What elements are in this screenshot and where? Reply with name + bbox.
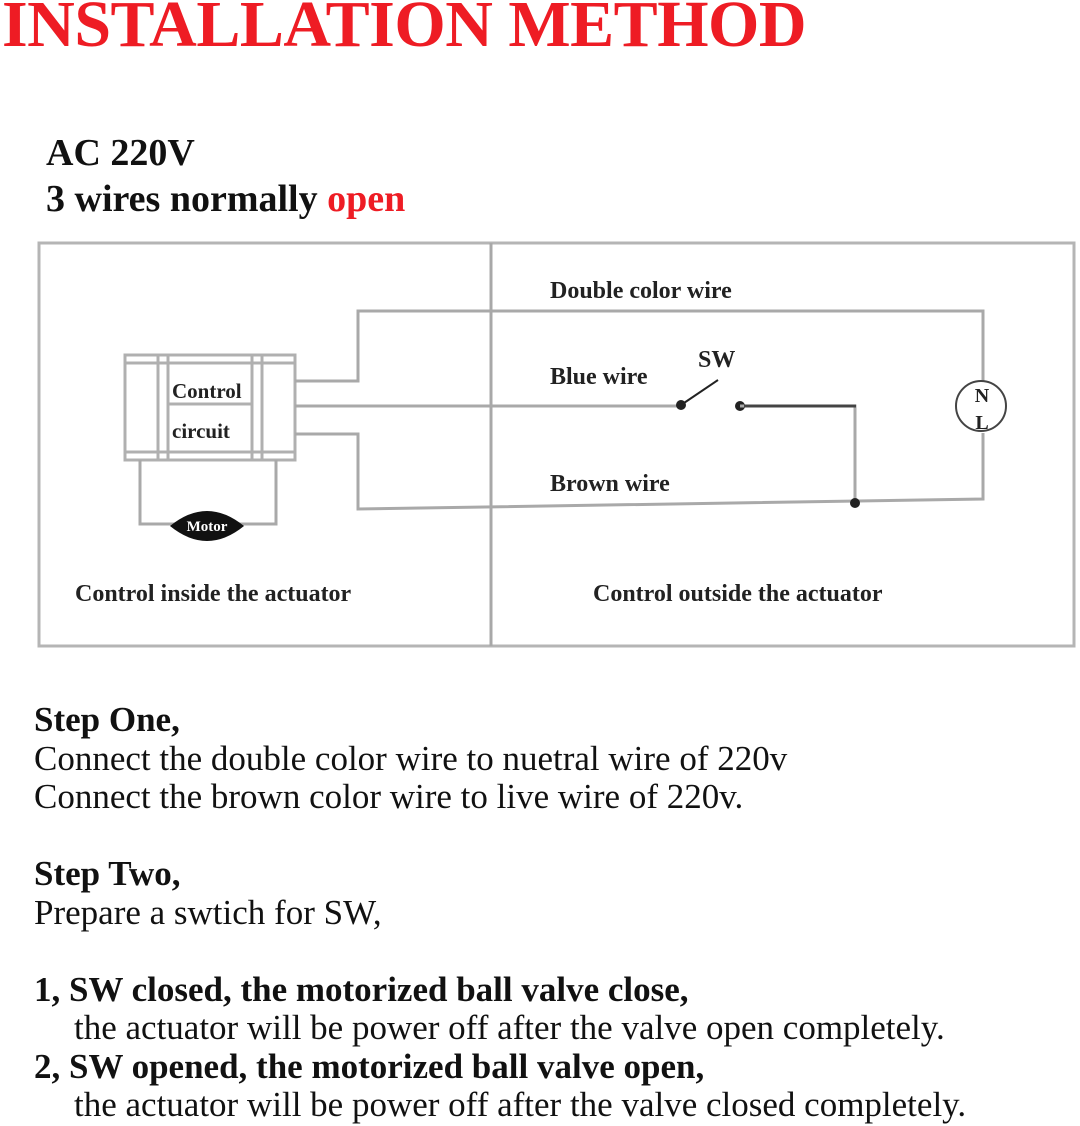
- blue-wire-label: Blue wire: [550, 364, 648, 390]
- case-two-detail: the actuator will be power off after the valve closed completely.: [74, 1085, 967, 1124]
- case-two-heading: 2, SW opened, the motorized ball valve open,: [34, 1046, 705, 1086]
- page-title: INSTALLATION METHOD: [2, 0, 807, 61]
- outside-actuator-caption: Control outside the actuator: [593, 581, 883, 607]
- installation-steps: [34, 701, 1074, 1125]
- spacer: [34, 817, 1074, 856]
- step-one-line: Connect the brown color wire to live wire of 220v.: [34, 777, 744, 816]
- case-one-heading: 1, SW closed, the motorized ball valve close,: [34, 969, 689, 1009]
- brown-wire-label: Brown wire: [550, 471, 670, 497]
- double-color-wire-label: Double color wire: [550, 278, 732, 304]
- control-circuit-box: [125, 355, 295, 460]
- switch-return-wire: [740, 406, 855, 503]
- wiring-mode-prefix: 3 wires normally: [46, 178, 328, 220]
- control-circuit-label-2: circuit: [172, 419, 230, 443]
- step-two-heading: Step Two,: [34, 854, 181, 893]
- spacer: [34, 932, 1074, 971]
- motor-label: Motor: [186, 519, 228, 535]
- switch-lever: [681, 380, 718, 405]
- junction-dot: [850, 498, 860, 508]
- voltage-heading: AC 220V: [46, 132, 195, 174]
- power-live-label: L: [975, 412, 989, 434]
- control-circuit-label-1: Control: [172, 379, 242, 403]
- step-one-heading: Step One,: [34, 700, 180, 739]
- case-one-detail: the actuator will be power off after the valve open completely.: [74, 1008, 945, 1047]
- switch-label: SW: [698, 347, 736, 373]
- inside-actuator-caption: Control inside the actuator: [75, 581, 352, 607]
- switch-contact-left: [676, 400, 686, 410]
- step-one-line: Connect the double color wire to nuetral wire of 220v: [34, 738, 788, 778]
- step-two-line: Prepare a swtich for SW,: [34, 892, 382, 932]
- power-neutral-label: N: [974, 385, 990, 407]
- wiring-mode-state: open: [327, 178, 406, 220]
